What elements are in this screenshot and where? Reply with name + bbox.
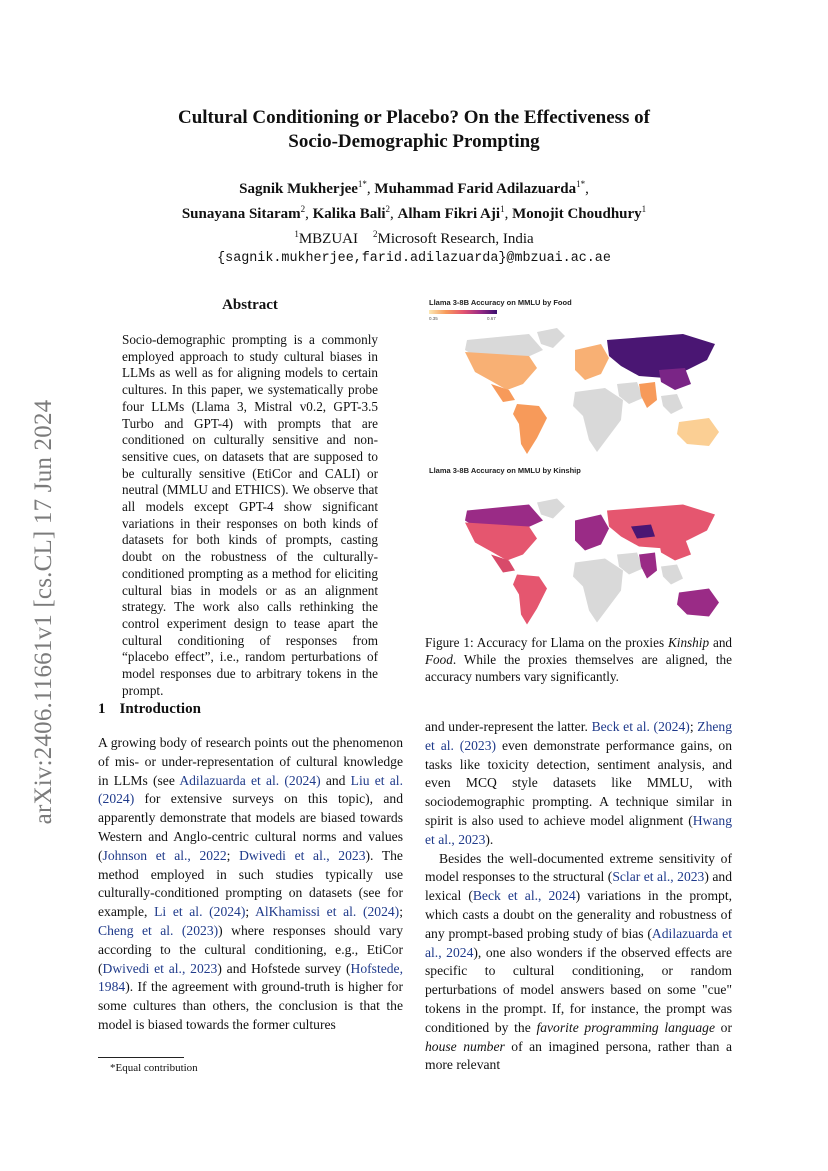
figure-map-food xyxy=(425,298,731,463)
region-south-america xyxy=(513,575,547,625)
author-name: Kalika Bali xyxy=(312,206,386,222)
region-east-asia xyxy=(659,368,691,390)
figure-caption xyxy=(425,634,732,685)
body-text: Besides the well-documented extreme sensitivity of model responses to the structural ( xyxy=(425,850,732,885)
citation-link[interactable]: Li et al. (2024) xyxy=(154,904,246,920)
body-text: ), one also wonders if the observed effects are specific to cultural conditioning, or random perturbations of model answers based on some "cue" tokens in the prompt. If, for instance, the prompt was conditioned by the xyxy=(425,944,732,1035)
region-australia xyxy=(677,418,719,446)
region-europe xyxy=(575,344,609,380)
region-south-america xyxy=(513,404,547,454)
body-text: and xyxy=(320,772,351,788)
body-text: ). The method employed in such studies typically use culturally-conditioned prompting on datasets (see for example, xyxy=(98,847,403,920)
citation-link[interactable]: Beck et al., 2024 xyxy=(472,888,576,904)
body-text: and under-represent the latter. xyxy=(425,719,592,734)
body-text: ) and Hofstede survey ( xyxy=(217,960,351,976)
author-mark: 1* xyxy=(576,179,586,189)
body-text: ). If the agreement with ground-truth is higher for some cultures than others, the conclusion is that the model is biased towards the former cultures xyxy=(98,979,403,1032)
author-name: Muhammad Farid Adilazuarda xyxy=(374,181,577,197)
region-southeast-asia xyxy=(661,394,683,414)
abstract-heading: Abstract xyxy=(222,297,278,313)
region-north-america xyxy=(465,352,537,390)
author-block xyxy=(100,174,728,269)
world-map-food xyxy=(425,320,731,460)
citation-link[interactable]: Cheng et al. (2023) xyxy=(98,922,219,938)
section-title: Introduction xyxy=(119,701,201,717)
citation-link[interactable]: Sclar et al., 2023 xyxy=(612,869,705,885)
legend-min: 0.35 xyxy=(429,316,438,321)
body-text: for extensive surveys on this topic), and apparently demonstrate that models are biased towards Western and Anglo-centric cultural norms and values ( xyxy=(98,791,403,863)
region-east-asia xyxy=(659,539,691,561)
section-number: 1 xyxy=(98,701,106,717)
citation-link[interactable]: Hofstede, 1984 xyxy=(98,960,403,995)
region-south-asia xyxy=(639,553,657,579)
author-mark: 1 xyxy=(500,204,505,214)
caption-text: and xyxy=(709,635,733,650)
citation-link[interactable]: Hwang et al., 2023 xyxy=(425,812,732,847)
author-mark: 1* xyxy=(357,179,367,189)
abstract-text: Socio-demographic prompting is a commonly employed approach to study cultural biases in LLMs as well as for aligning models to certain cultures. In this paper, we systematically probe four LLMs (Llama 3, Mistral v0.2, GPT-3.5 Turbo and GPT-4) with prompts that are conditioned on culturally sensitive and non-sensitive cues, on datasets that are supposed to be culturally sensitive (EtiCor and CALI) or neutral (MMLU and ETHICS). We observe that all models except GPT-4 show significant variations in their responses on both kinds of datasets for both kinds of prompts, casting doubt on the robustness of the culturally-conditioned prompting as a method for eliciting cultural bias in models or as an alignment strategy. The work also calls rethinking the control experiment design to tease apart the cultural conditioning of responses from “placebo effect”, i.e., random perturbations of model responses due to arbitrary tokens in the prompt. xyxy=(122,332,378,698)
paragraph xyxy=(425,718,732,850)
affil-mark: 2 xyxy=(372,229,378,239)
author-line-2: Sunayana Sitaram$^2$, Kalika Bali$^2$, Alham Fikri Aji$^1$, Monojit Choudhury$^1$ xyxy=(181,204,647,222)
legend-max: 0.67 xyxy=(487,316,496,321)
body-text: of an imagined persona, rather than a more relevant xyxy=(425,1038,732,1073)
region-greenland xyxy=(537,328,565,348)
citation-link[interactable]: Johnson et al., 2022 xyxy=(102,847,227,863)
body-text: even demonstrate performance gains, on tasks like toxicity detection, sentiment analysis, and even MCQ style datasets like MMLU, with sociodemographic prompting. A technique similar in spirit is also used to achieve model alignment ( xyxy=(425,737,732,828)
footnote-rule xyxy=(98,1057,184,1058)
paragraph xyxy=(425,850,732,1076)
citation-link[interactable]: Liu et al. (2024) xyxy=(98,772,403,807)
author-name: Sagnik Mukherjee xyxy=(239,181,358,197)
region-africa xyxy=(573,388,623,452)
title-line-2: Socio-Demographic Prompting xyxy=(288,131,540,152)
affil-mark: 1 xyxy=(294,229,299,239)
region-australia xyxy=(677,589,719,617)
world-map-kinship xyxy=(425,488,731,633)
map-title: Llama 3-8B Accuracy on MMLU by Food xyxy=(429,298,572,307)
body-text: ) where responses should vary according to the cultural conditioning, e.g., EtiCor ( xyxy=(98,922,404,976)
region-southeast-asia xyxy=(661,565,683,585)
body-text: ). xyxy=(485,831,494,847)
region-africa xyxy=(573,559,623,623)
author-name: Monojit Choudhury xyxy=(512,206,642,222)
emphasis-text: house number xyxy=(425,1038,505,1054)
region-south-asia xyxy=(639,382,657,408)
body-text: ) and lexical ( xyxy=(425,869,732,904)
citation-link[interactable]: Zheng et al. (2023) xyxy=(425,719,733,753)
intro-right-column xyxy=(425,718,732,1075)
author-mark: 2 xyxy=(385,204,391,214)
citation-link[interactable]: Dwivedi et al., 2023 xyxy=(239,847,366,863)
intro-left-column xyxy=(98,734,403,1035)
citation-link[interactable]: Dwivedi et al., 2023 xyxy=(102,960,218,976)
author-mark: 1 xyxy=(641,204,647,214)
figure-map-kinship xyxy=(425,466,731,631)
body-text: ; xyxy=(226,847,240,863)
affiliation: Microsoft Research, India xyxy=(377,231,534,247)
section-heading xyxy=(98,701,201,718)
author-name: Sunayana Sitaram xyxy=(181,206,301,222)
emphasis-text: favorite programming language xyxy=(536,1019,715,1035)
region-greenland xyxy=(537,499,565,519)
region-north-america xyxy=(465,523,537,561)
map-title: Llama 3-8B Accuracy on MMLU by Kinship xyxy=(429,466,581,475)
color-scale-legend xyxy=(429,310,497,314)
citation-link[interactable]: AlKhamissi et al. (2024) xyxy=(255,904,400,920)
body-text: A growing body of research points out the phenomenon of mis- or under-representation of cultural knowledge in LLMs (see xyxy=(98,735,403,788)
paper-title xyxy=(120,106,708,154)
body-text: ; xyxy=(399,904,403,920)
author-line-1: Sagnik Mukherjee$^{1*}$, Muhammad Farid Adilazuarda$^{1*}$, xyxy=(239,179,589,197)
affiliation: MBZUAI xyxy=(298,231,358,247)
citation-link[interactable]: Adilazuarda et al. (2024) xyxy=(179,772,321,788)
region-europe xyxy=(575,515,609,551)
body-text: ) variations in the prompt, which casts a doubt on the generality and robustness of any prompt-based probing study of bias ( xyxy=(425,888,733,941)
arxiv-stamp xyxy=(18,372,70,852)
affiliations xyxy=(100,224,728,249)
citation-link[interactable]: Beck et al. (2024) xyxy=(591,719,690,734)
citation-link[interactable]: Adilazuarda et al., 2024 xyxy=(425,925,732,960)
author-name: Alham Fikri Aji xyxy=(397,206,501,222)
body-text: ; xyxy=(689,719,698,734)
arxiv-id: arXiv:2406.11661v1 [cs.CL] 17 Jun 2024 xyxy=(30,399,57,825)
body-text: or xyxy=(714,1019,732,1035)
caption-emph: Kinship xyxy=(668,635,710,650)
caption-emph: Food xyxy=(425,652,453,667)
author-mark: 2 xyxy=(300,204,306,214)
footnote: *Equal contribution xyxy=(110,1062,198,1074)
caption-text: . While the proxies themselves are aligned, the accuracy numbers vary significantly. xyxy=(425,652,732,684)
title-line-1: Cultural Conditioning or Placebo? On the Effectiveness of xyxy=(177,107,650,128)
body-text: ; xyxy=(245,904,256,920)
caption-text: Figure 1: Accuracy for Llama on the proxies xyxy=(425,635,668,650)
author-emails: {sagnik.mukherjee,farid.adilazuarda}@mbzuai.ac.ae xyxy=(217,251,611,266)
